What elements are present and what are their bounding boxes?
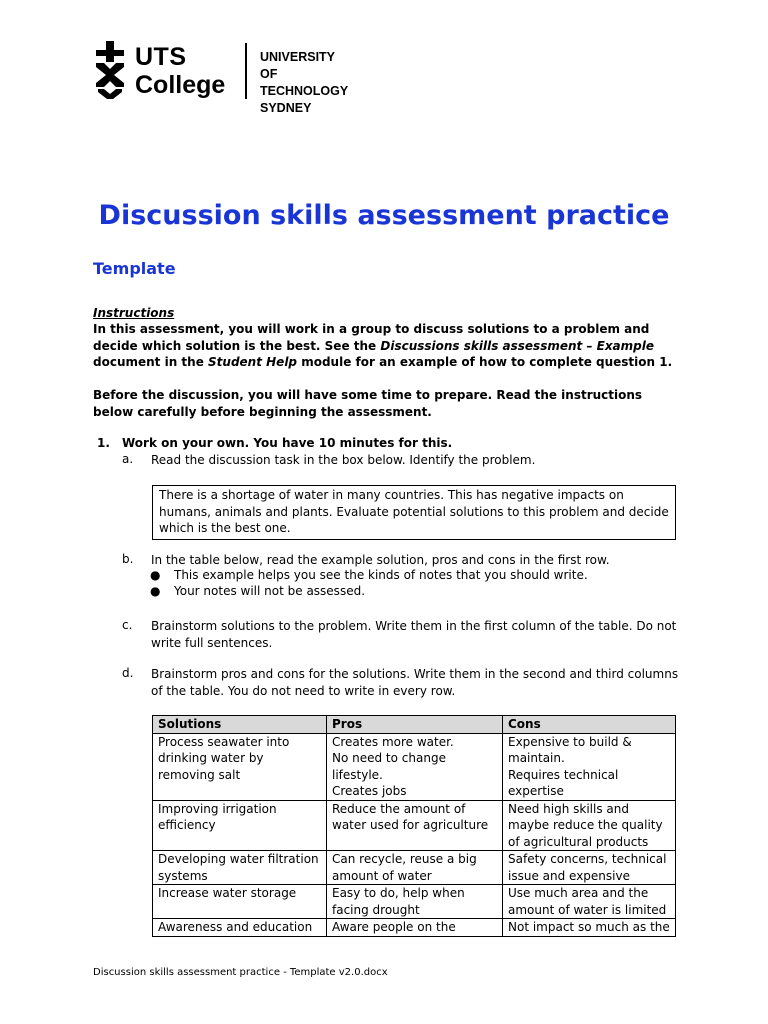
item-letter-b: b. bbox=[122, 552, 134, 566]
page-subtitle: Template bbox=[93, 259, 176, 278]
instructions-text: In this assessment, you will work in a group to discuss solutions to a problem and decide which solution is the best. See the bbox=[93, 322, 650, 353]
instructions-text: document in the bbox=[93, 355, 209, 369]
item-text-d: Brainstorm pros and cons for the solutions. Write them in the second and third columns of the table. You do not need to write in every row. bbox=[151, 667, 679, 698]
page-title: Discussion skills assessment practice bbox=[98, 200, 670, 231]
column-header-cons: Cons bbox=[503, 716, 676, 734]
bullet-text: Your notes will not be assessed. bbox=[174, 584, 366, 598]
item-text-b: In the table below, read the example solution, pros and cons in the first row. bbox=[151, 553, 610, 567]
table-cell[interactable]: Can recycle, reuse a big amount of water bbox=[327, 851, 503, 885]
instructions-paragraph-1 bbox=[93, 321, 678, 371]
uts-college-logo bbox=[92, 40, 349, 115]
step-text: Work on your own. You have 10 minutes for this. bbox=[122, 436, 453, 450]
item-letter-a: a. bbox=[122, 452, 134, 466]
table-row bbox=[153, 851, 676, 885]
table-row bbox=[153, 733, 676, 800]
example-document-name: Discussions skills assessment – Example bbox=[380, 338, 655, 353]
table-cell[interactable]: Aware people on the bbox=[327, 919, 503, 937]
column-header-pros: Pros bbox=[327, 716, 503, 734]
table-cell[interactable]: Awareness and education bbox=[153, 919, 327, 937]
table-cell[interactable]: Use much area and the amount of water is limited bbox=[503, 885, 676, 919]
table-row bbox=[153, 919, 676, 937]
item-letter-d: d. bbox=[122, 666, 134, 680]
bullet-dot: ● bbox=[150, 584, 161, 598]
item-letter-c: c. bbox=[122, 618, 133, 632]
table-header-row bbox=[153, 716, 676, 734]
column-header-solutions: Solutions bbox=[153, 716, 327, 734]
bullet-text: This example helps you see the kinds of notes that you should write. bbox=[174, 568, 588, 582]
item-text-c: Brainstorm solutions to the problem. Write them in the first column of the table. Do not write full sentences. bbox=[151, 619, 677, 650]
instructions-heading-text: Instructions bbox=[93, 306, 175, 320]
instructions-text: module for an example of how to complete question 1. bbox=[297, 355, 673, 369]
item-text-a: Read the discussion task in the box below. Identify the problem. bbox=[151, 453, 536, 467]
instructions-paragraph-2: Before the discussion, you will have some time to prepare. Read the instructions below carefully before beginning the assessment. bbox=[93, 388, 643, 419]
table-row bbox=[153, 885, 676, 919]
table-cell[interactable]: Need high skills and maybe reduce the quality of agricultural products bbox=[503, 800, 676, 851]
solutions-table bbox=[152, 715, 676, 937]
table-cell[interactable]: Safety concerns, technical issue and expensive bbox=[503, 851, 676, 885]
table-cell[interactable]: Expensive to build & maintain. Requires technical expertise bbox=[503, 733, 676, 800]
table-cell[interactable]: Improving irrigation efficiency bbox=[153, 800, 327, 851]
table-cell[interactable]: Creates more water. No need to change lifestyle. Creates jobs bbox=[327, 733, 503, 800]
table-cell[interactable]: Reduce the amount of water used for agriculture bbox=[327, 800, 503, 851]
table-cell[interactable]: Not impact so much as the bbox=[503, 919, 676, 937]
uts-shield-icon bbox=[92, 41, 128, 101]
module-name: Student Help bbox=[208, 355, 298, 369]
university-name bbox=[260, 49, 348, 117]
table-cell[interactable]: Increase water storage bbox=[153, 885, 327, 919]
table-cell[interactable]: Easy to do, help when facing drought bbox=[327, 885, 503, 919]
logo-divider bbox=[245, 43, 247, 99]
logo-name-line1: UTS bbox=[135, 42, 187, 71]
table-cell[interactable]: Process seawater into drinking water by removing salt bbox=[153, 733, 327, 800]
university-line: OF TECHNOLOGY bbox=[260, 67, 349, 98]
table-row bbox=[153, 800, 676, 851]
step-number: 1. bbox=[97, 436, 110, 450]
table-cell[interactable]: Developing water filtration systems bbox=[153, 851, 327, 885]
university-line: UNIVERSITY bbox=[260, 50, 336, 64]
bullet-dot: ● bbox=[150, 568, 161, 582]
logo-name-line2: College bbox=[135, 70, 226, 99]
instructions-heading bbox=[93, 305, 678, 322]
university-line: SYDNEY bbox=[260, 101, 312, 115]
page-footer: Discussion skills assessment practice - Template v2.0.docx bbox=[93, 967, 388, 978]
discussion-task-box: There is a shortage of water in many countries. This has negative impacts on humans, animals and plants. Evaluate potential solutions to this problem and decide which is the best one. bbox=[152, 485, 676, 540]
logo-wordmark bbox=[135, 42, 226, 99]
